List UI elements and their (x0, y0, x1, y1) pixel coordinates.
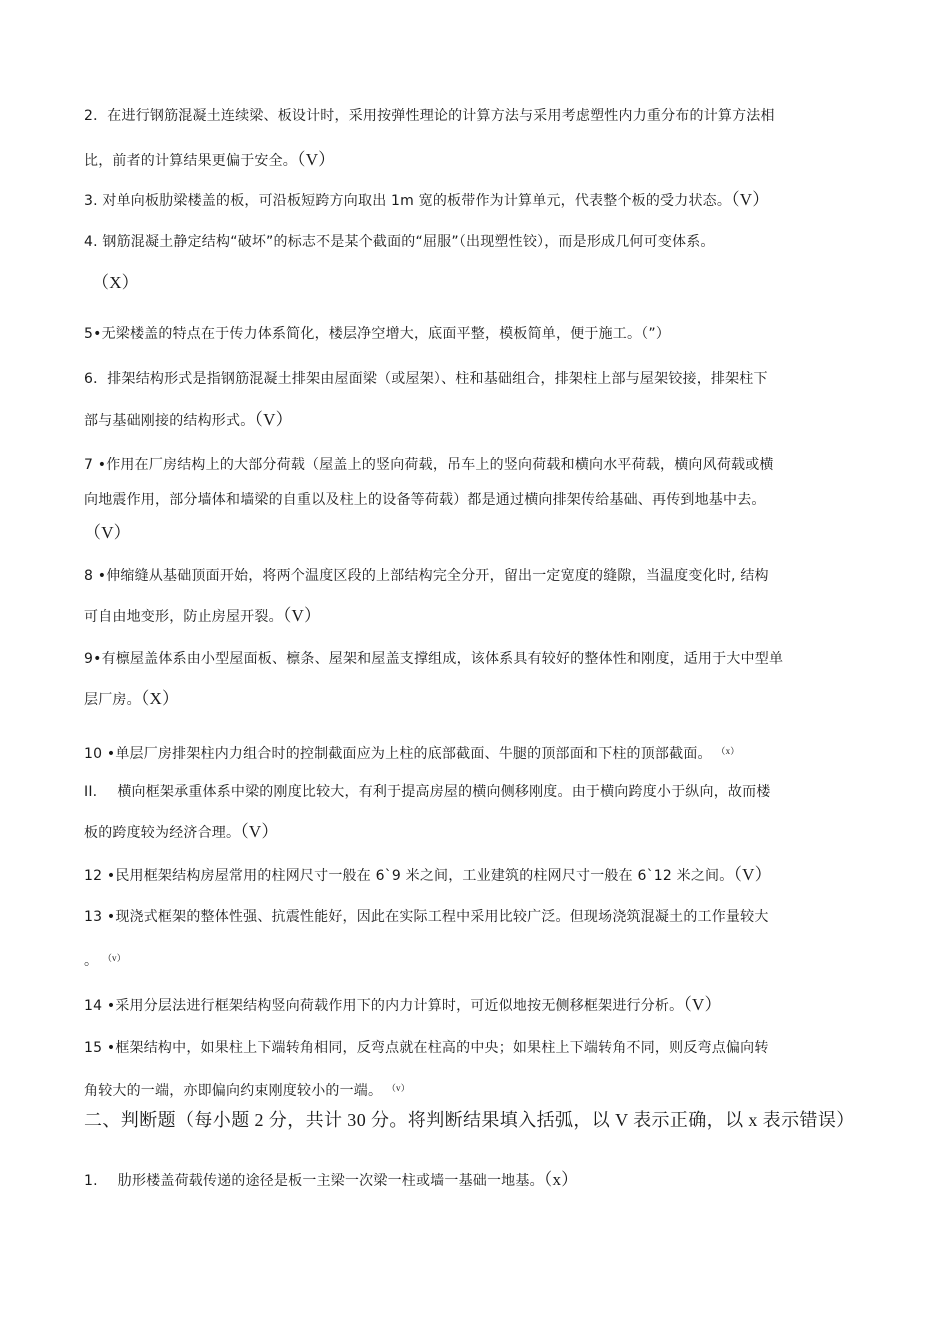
question-12-text: 12 •民用框架结构房屋常用的柱网尺寸一般在 6`9 米之间，工业建筑的柱网尺寸一般在 6`12 米之间。 (84, 868, 734, 884)
question-9-line-2 (84, 689, 874, 710)
question-7-text: 7 •作用在厂房结构上的大部分荷载（屋盖上的竖向荷载，吊车上的竖向荷载和横向水平荷载，横向风荷载或横 (84, 457, 774, 473)
question-13-text-cont: 。 (84, 953, 99, 969)
question-8-text-cont: 可自由地变形，防止房屋开裂。 (84, 609, 283, 625)
question-11-line-2 (84, 822, 874, 843)
question-4-answer: （X） (92, 273, 139, 292)
question-13-answer: （v） (102, 953, 126, 963)
question-6-text: 6．排架结构形式是指钢筋混凝土排架由屋面梁（或屋架）、柱和基础组合，排架柱上部与屋架铰接，排架柱下 (84, 371, 768, 387)
section-2-question-1-text: 肋形楼盖荷载传递的途径是板一主梁一次梁一柱或墙一基础一地基。 (117, 1173, 544, 1189)
question-3-text: 3. 对单向板肋梁楼盖的板，可沿板短跨方向取出 1m 宽的板带作为计算单元，代表整个板的受力状态。 (84, 193, 732, 209)
question-12-line-1 (84, 865, 874, 886)
question-15-text: 15 •框架结构中，如果柱上下端转角相同，反弯点就在柱高的中央；如果柱上下端转角不同，则反弯点偏向转 (84, 1040, 769, 1056)
question-13-line-1 (84, 907, 874, 927)
question-8-line-1 (84, 566, 874, 586)
question-9-answer: （X） (140, 689, 180, 708)
question-4-line-1 (84, 232, 874, 252)
question-6-answer: （V） (254, 410, 293, 429)
question-9-text: 9•有檩屋盖体系由小型屋面板、檩条、屋架和屋盖支撑组成，该体系具有较好的整体性和刚度，适用于大中型单 (84, 651, 784, 667)
question-8-answer: （V） (282, 606, 322, 625)
question-14-line-1 (84, 995, 874, 1016)
question-7-line-3 (84, 523, 874, 544)
question-7-answer: （V） (84, 523, 131, 542)
question-15-line-2 (84, 1078, 874, 1101)
question-14-text: 14 •采用分层法进行框架结构竖向荷载作用下的内力计算时，可近似地按无侧移框架进行分析。 (84, 998, 684, 1014)
question-7-line-2 (84, 490, 874, 510)
section-2-heading-text: 二、判断题（每小题 2 分，共计 30 分。将判断结果填入括弧，以 V 表示正确，以 x 表示错误） (84, 1110, 855, 1130)
question-11-answer: （V） (240, 822, 279, 841)
question-7-line-1 (84, 455, 874, 475)
question-15-text-cont: 角较大的一端，亦即偏向约束刚度较小的一端。 (84, 1083, 383, 1099)
question-3-line-1 (84, 190, 874, 211)
question-7-text-cont: 向地震作用，部分墙体和墙梁的自重以及柱上的设备等荷载）都是通过横向排架传给基础、再传到地基中去。 (84, 492, 766, 508)
question-14-answer: （V） (683, 995, 722, 1014)
question-15-line-1 (84, 1038, 874, 1058)
question-2-text: 2．在进行钢筋混凝土连续梁、板设计时，采用按弹性理论的计算方法与采用考虑塑性内力重分布的计算方法相 (84, 108, 775, 124)
section-2-question-1 (84, 1170, 874, 1191)
question-8-line-2 (84, 606, 874, 627)
question-11-text: 横向框架承重体系中梁的刚度比较大，有利于提高房屋的横向侧移刚度。由于横向跨度小于纵向，故而楼 (117, 784, 771, 800)
question-6-line-2 (84, 410, 874, 431)
question-12-answer: （V） (733, 865, 772, 884)
question-10-answer: （x） (716, 746, 740, 756)
question-3-answer: （V） (731, 190, 770, 209)
question-11-text-cont: 板的跨度较为经济合理。 (84, 825, 241, 841)
question-10-text: 10 •单层厂房排架柱内力组合时的控制截面应为上柱的底部截面、牛腿的顶部面和下柱的顶部截面。 (84, 746, 712, 762)
question-11-line-1 (84, 782, 874, 802)
question-5-line-1 (84, 324, 874, 344)
question-5-text: 5•无梁楼盖的特点在于传力体系简化，楼层净空增大，底面平整，模板简单，便于施工。（”） (84, 326, 671, 342)
section-2-question-1-number: 1. (84, 1173, 98, 1189)
question-2-line-2 (84, 150, 874, 171)
question-6-text-cont: 部与基础刚接的结构形式。 (84, 413, 255, 429)
question-2-line-1 (84, 106, 874, 126)
question-10-line-1 (84, 741, 874, 764)
section-2-heading (84, 1108, 874, 1132)
question-13-text: 13 •现浇式框架的整体性强、抗震性能好，因此在实际工程中采用比较广泛。但现场浇筑混凝土的工作量较大 (84, 909, 769, 925)
question-11-number: II. (84, 784, 98, 800)
question-15-answer: （v） (386, 1083, 410, 1093)
question-9-line-1 (84, 649, 874, 669)
question-13-line-2 (84, 948, 874, 971)
question-2-text-cont: 比，前者的计算结果更偏于安全。 (84, 153, 297, 169)
question-2-answer: （V） (297, 150, 336, 169)
question-9-text-cont: 层厂房。 (84, 692, 141, 708)
question-6-line-1 (84, 369, 874, 389)
section-2-question-1-answer: （x） (543, 1170, 579, 1189)
question-8-text: 8 •伸缩缝从基础顶面开始，将两个温度区段的上部结构完全分开，留出一定宽度的缝隙，当温度变化时, 结构 (84, 568, 769, 584)
question-4-text: 4. 钢筋混凝土静定结构“破坏”的标志不是某个截面的“屈服”（出现塑性铰），而是形成几何可变体系。 (84, 234, 715, 250)
question-4-line-2 (92, 273, 882, 294)
